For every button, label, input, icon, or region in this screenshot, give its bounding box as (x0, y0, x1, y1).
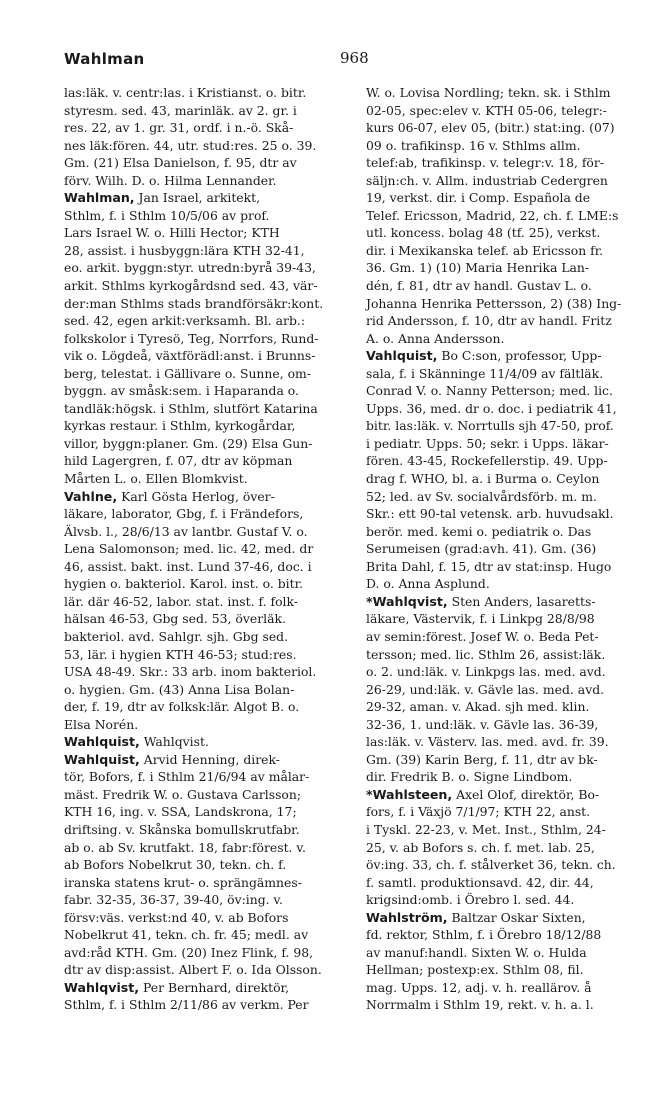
right-column (366, 84, 646, 1014)
entry-line: lär. där 46-52, labor. stat. inst. f. folk- (64, 593, 298, 609)
entry-line: Wahlström, Baltzar Oskar Sixten, (366, 909, 586, 925)
entry-line: tandläk:högsk. i Sthlm, slutfört Katarina (64, 400, 318, 416)
entry-line: A. o. Anna Andersson. (366, 330, 505, 346)
entry-line: mag. Upps. 12, adj. v. h. reallärov. å (366, 979, 592, 995)
entry-line: las:läk. v. centr:las. i Kristianst. o. bitr. (64, 85, 307, 100)
entry-line: bakteriol. avd. Sahlgr. sjh. Gbg sed. (64, 628, 289, 644)
entry-line: Upps. 36, med. dr o. doc. i pediatrik 41, (366, 400, 617, 416)
entry-line: dtr av disp:assist. Albert F. o. Ida Olsson. (64, 962, 322, 978)
entry-line: 52; led. av Sv. socialvårdsförb. m. m. (366, 488, 597, 504)
entry-line: *Wahlsteen, Axel Olof, direktör, Bo- (366, 786, 600, 802)
entry-line: i pediatr. Upps. 50; sekr. i Upps. läkar- (366, 435, 609, 451)
entry-line: nes läk:fören. 44, utr. stud:res. 25 o. 39. (64, 137, 317, 153)
entry-line: las:läk. v. Västerv. las. med. avd. fr. 39. (366, 734, 609, 750)
entry-line: dén, f. 81, dtr av handl. Gustav L. o. (366, 278, 592, 294)
entry-line: Gm. (39) Karin Berg, f. 11, dtr av bk- (366, 751, 598, 767)
entry-line: berör. med. kemi o. pediatrik o. Das (366, 523, 592, 539)
entry-line: 28, assist. i husbyggn:lära KTH 32-41, (64, 242, 305, 258)
entry-line: avd:råd KTH. Gm. (20) Inez Flink, f. 98, (64, 944, 314, 960)
entry-line: 09 o. trafikinsp. 16 v. Sthlms allm. (366, 137, 581, 153)
entry-line: ab o. ab Sv. krutfakt. 18, fabr:förest. v. (64, 839, 306, 855)
entry-line: i Tyskl. 22-23, v. Met. Inst., Sthlm, 24- (366, 821, 606, 837)
entry-line: hälsan 46-53, Gbg sed. 53, överläk. (64, 611, 286, 627)
entry-line: 02-05, spec:elev v. KTH 05-06, telegr:- (366, 102, 607, 118)
entry-line: dir. i Mexikanska telef. ab Ericsson fr. (366, 242, 604, 258)
entry-line: läkare, laborator, Gbg, f. i Frändefors, (64, 506, 304, 522)
entry-continuation (366, 84, 646, 347)
entry-line: sed. 42, egen arkit:verksamh. Bl. arb.: (64, 313, 306, 329)
entry-line: eo. arkit. byggn:styr. utredn:byrå 39-43, (64, 260, 316, 276)
entry-headword: Wahlström, (366, 909, 448, 925)
entry-line: Sthlm, f. i Sthlm 2/11/86 av verkm. Per (64, 997, 309, 1013)
biography-entry (64, 488, 344, 734)
entry-line: sala, f. i Skänninge 11/4/09 av fältläk. (366, 365, 604, 381)
entry-line: iranska statens krut- o. sprängämnes- (64, 874, 302, 890)
entry-line: Älvsb. l., 28/6/13 av lantbr. Gustaf V. o. (64, 523, 308, 539)
entry-line: bitr. las:läk. v. Norrtulls sjh 47-50, prof. (366, 418, 614, 434)
entry-line: Hellman; postexp:ex. Sthlm 08, fil. (366, 962, 584, 978)
entry-line: av semin:förest. Josef W. o. Beda Pet- (366, 628, 599, 644)
entry-line: folkskolor i Tyresö, Teg, Norrfors, Rund- (64, 330, 319, 346)
entry-headword: Vahlne, (64, 488, 118, 504)
entry-line: fabr. 32-35, 36-37, 39-40, öv:ing. v. (64, 892, 283, 908)
biography-entry (366, 909, 646, 1014)
entry-line: f. samtl. produktionsavd. 42, dir. 44, (366, 874, 594, 890)
entry-line: villor, byggn:planer. Gm. (29) Elsa Gun- (64, 435, 313, 451)
entry-line: res. 22, av 1. gr. 31, ordf. i n.-ö. Skå- (64, 120, 294, 136)
entry-headword: *Wahlsteen, (366, 786, 453, 802)
entry-line: Serumeisen (grad:avh. 41). Gm. (36) (366, 541, 597, 557)
entry-line: fd. rektor, Sthlm, f. i Örebro 18/12/88 (366, 927, 602, 943)
entry-line: Elsa Norén. (64, 716, 139, 732)
entry-line: W. o. Lovisa Nordling; tekn. sk. i Sthlm (366, 85, 611, 100)
entry-line: KTH 16, ing. v. SSA, Landskrona, 17; (64, 804, 297, 820)
entry-line: ab Bofors Nobelkrut 30, tekn. ch. f. (64, 857, 287, 873)
entry-line: utl. koncess. bolag 48 (tf. 25), verkst. (366, 225, 601, 241)
biography-entry (64, 751, 344, 979)
entry-line: Wahlman, Jan Israel, arkitekt, (64, 190, 261, 206)
entry-line: 26-29, und:läk. v. Gävle las. med. avd. (366, 681, 605, 697)
entry-line: der:man Sthlms stads brandförsäkr:kont. (64, 295, 324, 311)
entry-line: Wahlquist, Wahlqvist. (64, 734, 209, 750)
entry-line: 19, verkst. dir. i Comp. Española de (366, 190, 591, 206)
entry-line: Wahlquist, Arvid Henning, direk- (64, 751, 280, 767)
entry-line: telef:ab, trafikinsp. v. telegr:v. 18, för- (366, 155, 604, 171)
entry-line: kurs 06-07, elev 05, (bitr.) stat:ing. (07) (366, 120, 615, 136)
entry-continuation (64, 84, 344, 189)
entry-line: hygien o. bakteriol. Karol. inst. o. bitr. (64, 576, 304, 592)
entry-line: o. hygien. Gm. (43) Anna Lisa Bolan- (64, 681, 295, 697)
entry-line: tersson; med. lic. Sthlm 26, assist:läk. (366, 646, 606, 662)
entry-line: läkare, Västervik, f. i Linkpg 28/8/98 (366, 611, 595, 627)
entry-headword: *Wahlqvist, (366, 593, 448, 609)
entry-line: dir. Fredrik B. o. Signe Lindbom. (366, 769, 573, 785)
entry-line: tör, Bofors, f. i Sthlm 21/6/94 av målar- (64, 769, 310, 785)
entry-line: rid Andersson, f. 10, dtr av handl. Fritz (366, 313, 612, 329)
entry-line: säljn:ch. v. Allm. industriab Cedergren (366, 172, 608, 188)
entry-line: mäst. Fredrik W. o. Gustava Carlsson; (64, 786, 302, 802)
entry-line: krigsind:omb. i Örebro l. sed. 44. (366, 892, 575, 908)
entry-line: 36. Gm. 1) (10) Maria Henrika Lan- (366, 260, 590, 276)
entry-line: Gm. (21) Elsa Danielson, f. 95, dtr av (64, 155, 297, 171)
entry-line: byggn. av småsk:sem. i Haparanda o. (64, 383, 299, 399)
entry-line: driftsing. v. Skånska bomullskrutfabr. (64, 821, 300, 837)
entry-line: Norrmalm i Sthlm 19, rekt. v. h. a. l. (366, 997, 594, 1013)
entry-line: av manuf:handl. Sixten W. o. Hulda (366, 944, 587, 960)
entry-line: Conrad V. o. Nanny Petterson; med. lic. (366, 383, 613, 399)
entry-line: 32-36, 1. und:läk. v. Gävle las. 36-39, (366, 716, 599, 732)
entry-line: vik o. Lögdeå, växtförädl:anst. i Brunns- (64, 348, 316, 364)
entry-line: Sthlm, f. i Sthlm 10/5/06 av prof. (64, 207, 270, 223)
entry-line: berg, telestat. i Gällivare o. Sunne, om- (64, 365, 311, 381)
entry-line: öv:ing. 33, ch. f. stålverket 36, tekn. ch. (366, 857, 616, 873)
entry-line: Skr.: ett 90-tal vetensk. arb. huvudsakl. (366, 506, 614, 522)
biography-entry (64, 733, 344, 751)
entry-line: *Wahlqvist, Sten Anders, lasaretts- (366, 593, 596, 609)
entry-headword: Wahlman, (64, 190, 135, 206)
entry-line: hild Lagergren, f. 07, dtr av köpman (64, 453, 293, 469)
entry-line: 29-32, aman. v. Akad. sjh med. klin. (366, 699, 590, 715)
entry-line: arkit. Sthlms kyrkogårdsnd sed. 43, vär- (64, 278, 318, 294)
entry-headword: Wahlquist, (64, 751, 140, 767)
entry-line: 53, lär. i hygien KTH 46-53; stud:res. (64, 646, 297, 662)
entry-line: o. 2. und:läk. v. Linkpgs las. med. avd. (366, 664, 606, 680)
entry-line: Vahlquist, Bo C:son, professor, Upp- (366, 348, 602, 364)
biography-entry (366, 347, 646, 593)
entry-line: Mårten L. o. Ellen Blomkvist. (64, 471, 248, 487)
entry-line: styresm. sed. 43, marinläk. av 2. gr. i (64, 102, 297, 118)
entry-line: kyrkas restaur. i Sthlm, kyrkogårdar, (64, 418, 296, 434)
entry-line: fors, f. i Växjö 7/1/97; KTH 22, anst. (366, 804, 591, 820)
entry-headword: Wahlquist, (64, 734, 140, 750)
entry-headword: Vahlquist, (366, 348, 438, 364)
biography-entry (366, 593, 646, 786)
page-number: 968 (340, 49, 369, 67)
biography-entry (366, 786, 646, 909)
biography-entry (64, 189, 344, 487)
entry-line: förv. Wilh. D. o. Hilma Lennander. (64, 172, 277, 188)
entry-line: försv:väs. verkst:nd 40, v. ab Bofors (64, 909, 289, 925)
entry-line: Wahlqvist, Per Bernhard, direktör, (64, 979, 290, 995)
entry-line: 25, v. ab Bofors s. ch. f. met. lab. 25, (366, 839, 595, 855)
entry-line: Nobelkrut 41, tekn. ch. fr. 45; medl. av (64, 927, 309, 943)
left-column (64, 84, 344, 1014)
entry-line: Telef. Ericsson, Madrid, 22, ch. f. LME:s (366, 207, 619, 223)
entry-line: fören. 43-45, Rockefellerstip. 49. Upp- (366, 453, 608, 469)
entry-line: USA 48-49. Skr.: 33 arb. inom bakteriol. (64, 664, 317, 680)
entry-line: der, f. 19, dtr av folksk:lär. Algot B. o. (64, 699, 300, 715)
entry-headword: Wahlqvist, (64, 979, 140, 995)
entry-line: 46, assist. bakt. inst. Lund 37-46, doc. i (64, 558, 312, 574)
entry-line: D. o. Anna Asplund. (366, 576, 490, 592)
running-head: Wahlman (64, 50, 145, 68)
entry-line: Johanna Henrika Pettersson, 2) (38) Ing- (366, 295, 622, 311)
entry-line: Lars Israel W. o. Hilli Hector; KTH (64, 225, 280, 241)
entry-line: Vahlne, Karl Gösta Herlog, över- (64, 488, 275, 504)
entry-line: drag f. WHO, bl. a. i Burma o. Ceylon (366, 471, 600, 487)
biography-entry (64, 979, 344, 1014)
entry-line: Brita Dahl, f. 15, dtr av stat:insp. Hugo (366, 558, 612, 574)
entry-line: Lena Salomonson; med. lic. 42, med. dr (64, 541, 314, 557)
